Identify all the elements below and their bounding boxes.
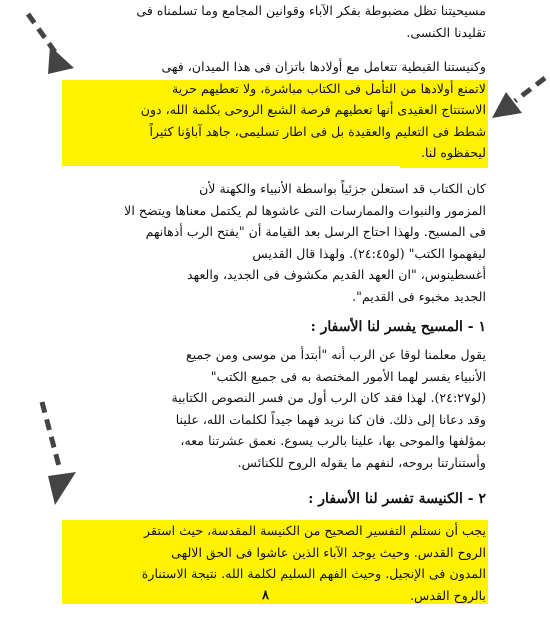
- text-line: المزمور والنبوات والممارسات التى عاشوها لم يكتمل معناها ويتضح الا: [124, 202, 486, 218]
- paragraph-book: [88, 178, 486, 307]
- arrow-top-left-shaft: [28, 14, 55, 52]
- arrow-bottom-left-head: [48, 472, 76, 505]
- heading-christ-interprets: ١ - المسيح يفسر لنا الأسفار :: [310, 319, 486, 335]
- arrow-right-head: [492, 92, 522, 118]
- text-line: بمؤلفها والموحى بها، علينا بالرب يسوع. نعمق عشرتنا معه،: [180, 433, 486, 448]
- text-line: يقول معلمنا لوقا عن الرب أنه "أبتدأ من موسى ومن جميع: [186, 347, 486, 362]
- text-line: يجب أن نستلم التفسير الصحيح من الكنيسة المقدسة، حيث استقر: [144, 523, 486, 538]
- text-line: تقليدنا الكنسى.: [406, 24, 486, 40]
- paragraph-christ: [88, 344, 486, 473]
- text-line: فى المسيح. ولهذا احتاج الرسل بعد القيامة أن "يفتح الرب أذهانهم: [145, 224, 486, 239]
- heading-church-interprets: ٢ - الكنيسة تفسر لنا الأسفار :: [308, 491, 486, 507]
- text-line: بالروح القدس.: [409, 587, 486, 603]
- text-line: وقد دعانا إلى ذلك. فان كنا نريد فهما جيداً لكلمات الله، علينا: [175, 411, 486, 427]
- text-line: الروح القدس. وحيث يوجد الآباء الذين عاشوا فى الحق الالهى: [171, 544, 486, 560]
- text-line: ليفهموا الكتب" (لو٢٤:٤٥). ولهذا قال القديس: [252, 245, 486, 261]
- arrow-bottom-left-shaft: [42, 402, 60, 470]
- text-line: لاتمنع أولادها من التأمل فى الكتاب مباشرة، ولا تعطيهم حرية: [172, 80, 486, 96]
- text-line: شطط فى التعليم والعقيدة بل فى اطار تسليمى، جاهد آباؤنا كثيراً: [149, 123, 486, 139]
- page-number: ٨: [262, 588, 269, 603]
- text-line: كان الكتاب قد استعلن جزئياً بواسطة الأنبياء والكهنة لأن: [199, 181, 486, 196]
- text-line: الأنبياء يفسر لهما الأمور المختصة به فى جميع الكتب": [210, 368, 486, 384]
- text-line: وأستنارتنا بروحه، لنفهم ما يقوله الروح للكنائس.: [237, 454, 486, 470]
- text-line: الاستنتاج العقيدى أنها تعطيهم فرصة الشبع الروحى بكلمة الله، دون: [140, 102, 486, 117]
- paragraph-top: [88, 0, 486, 43]
- text-line: الجديد مخبوء فى القديم".: [352, 288, 486, 304]
- text-line: مسيحيتنا تظل مضبوطة بفكر الآباء وقوانين المجامع وما تسلمناه فى: [136, 3, 486, 18]
- text-line: المدون فى الإنجيل. وحيث الفهم السليم لكلمة الله. نتيجة الاستنارة: [141, 566, 486, 581]
- paragraph-church-2: [88, 520, 486, 606]
- text-line: ليحفظوه لنا.: [420, 145, 486, 160]
- text-line: أغسطينوس، "ان العهد القديم مكشوف فى الجديد، والعهد: [187, 267, 486, 282]
- arrow-right-shaft: [515, 78, 545, 101]
- text-line: (لو٢٤:٢٧). لهذا فقد كان الرب أول من فسر النصوص الكتابية: [171, 390, 486, 405]
- paragraph-church: [88, 56, 486, 164]
- arrow-top-left-head: [48, 46, 74, 74]
- text-line: وكنيستنا القبطية تتعامل مع أولادها باتزان فى هذا الميدان، فهى: [161, 59, 486, 74]
